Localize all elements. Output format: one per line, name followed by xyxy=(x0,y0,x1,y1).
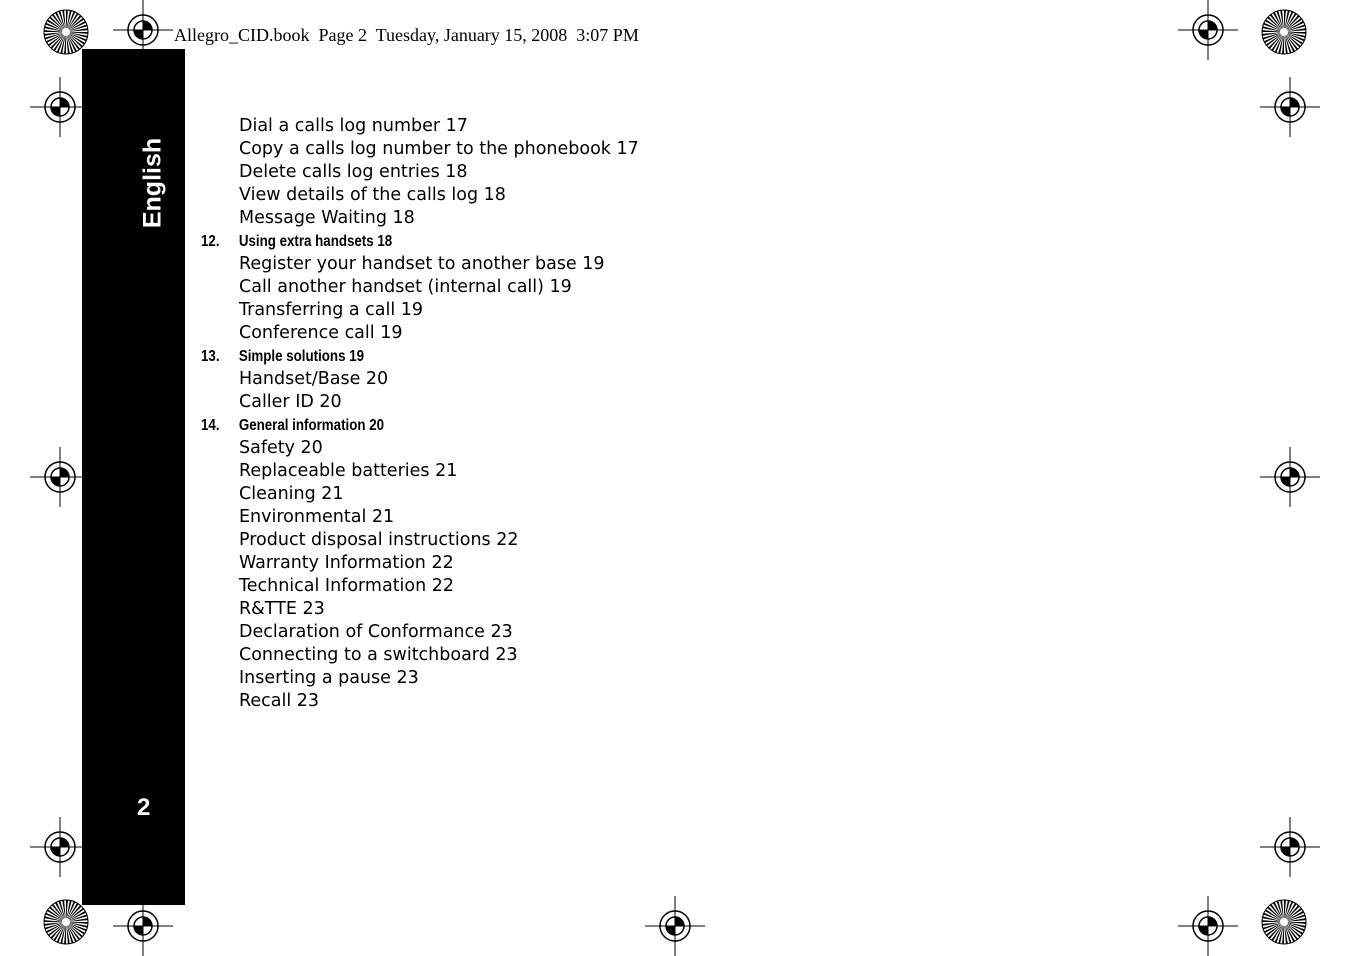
toc-entry: Replaceable batteries 21 xyxy=(239,461,458,481)
registration-mark-icon xyxy=(1260,77,1320,137)
toc-chapter-heading xyxy=(201,345,717,368)
language-tab xyxy=(82,49,185,905)
toc-entry: Declaration of Conformance 23 xyxy=(239,622,513,642)
chapter-number: 13. xyxy=(201,348,220,365)
registration-mark-icon xyxy=(30,817,90,877)
toc-chapter-heading xyxy=(201,230,717,253)
chapter-number: 12. xyxy=(201,233,220,250)
toc-entry: Conference call 19 xyxy=(239,323,403,343)
toc-entry: Product disposal instructions 22 xyxy=(239,530,519,550)
toc-entry: Call another handset (internal call) 19 xyxy=(239,277,572,297)
registration-mark-icon xyxy=(30,77,90,137)
toc-entry: R&TTE 23 xyxy=(239,599,325,619)
toc-entry: Warranty Information 22 xyxy=(239,553,454,573)
color-registration-wheel-icon xyxy=(1260,8,1308,56)
registration-mark-icon xyxy=(1260,447,1320,507)
chapter-title: Using extra handsets 18 xyxy=(238,233,393,250)
toc-entry: Environmental 21 xyxy=(239,507,395,527)
color-registration-wheel-icon xyxy=(42,898,90,946)
toc-entry: Inserting a pause 23 xyxy=(239,668,419,688)
language-label: English xyxy=(138,137,167,229)
color-registration-wheel-icon xyxy=(42,8,90,56)
page-number: 2 xyxy=(137,794,151,821)
toc-entry: Technical Information 22 xyxy=(239,576,455,596)
chapter-title: General information 20 xyxy=(238,417,385,434)
toc-chapter-heading xyxy=(201,414,717,437)
print-header: Allegro_CID.book Page 2 Tuesday, January 15, 2008 3:07 PM xyxy=(174,25,639,45)
registration-mark-icon xyxy=(645,896,705,956)
toc-entry: Register your handset to another base 19 xyxy=(239,254,605,274)
registration-mark-icon xyxy=(30,447,90,507)
toc-entry: Safety 20 xyxy=(239,438,323,458)
registration-mark-icon xyxy=(113,896,173,956)
toc-entry: Copy a calls log number to the phonebook 17 xyxy=(239,139,639,159)
registration-mark-icon xyxy=(113,0,173,60)
chapter-title: Simple solutions 19 xyxy=(238,348,365,365)
toc-entry: Cleaning 21 xyxy=(239,484,344,504)
toc-entry: Transferring a call 19 xyxy=(239,300,424,320)
toc-entry: Caller ID 20 xyxy=(239,392,342,412)
toc-entry: Handset/Base 20 xyxy=(239,369,389,389)
toc-entry: Recall 23 xyxy=(239,691,320,711)
toc-entry: Connecting to a switchboard 23 xyxy=(239,645,518,665)
color-registration-wheel-icon xyxy=(1260,898,1308,946)
toc-entry: View details of the calls log 18 xyxy=(239,185,506,205)
registration-mark-icon xyxy=(1178,0,1238,60)
registration-mark-icon xyxy=(1260,817,1320,877)
table-of-contents xyxy=(201,115,801,713)
chapter-number: 14. xyxy=(201,417,220,434)
toc-entry: Dial a calls log number 17 xyxy=(239,116,468,136)
toc-entry: Message Waiting 18 xyxy=(239,208,415,228)
registration-mark-icon xyxy=(1178,896,1238,956)
toc-entry: Delete calls log entries 18 xyxy=(239,162,468,182)
